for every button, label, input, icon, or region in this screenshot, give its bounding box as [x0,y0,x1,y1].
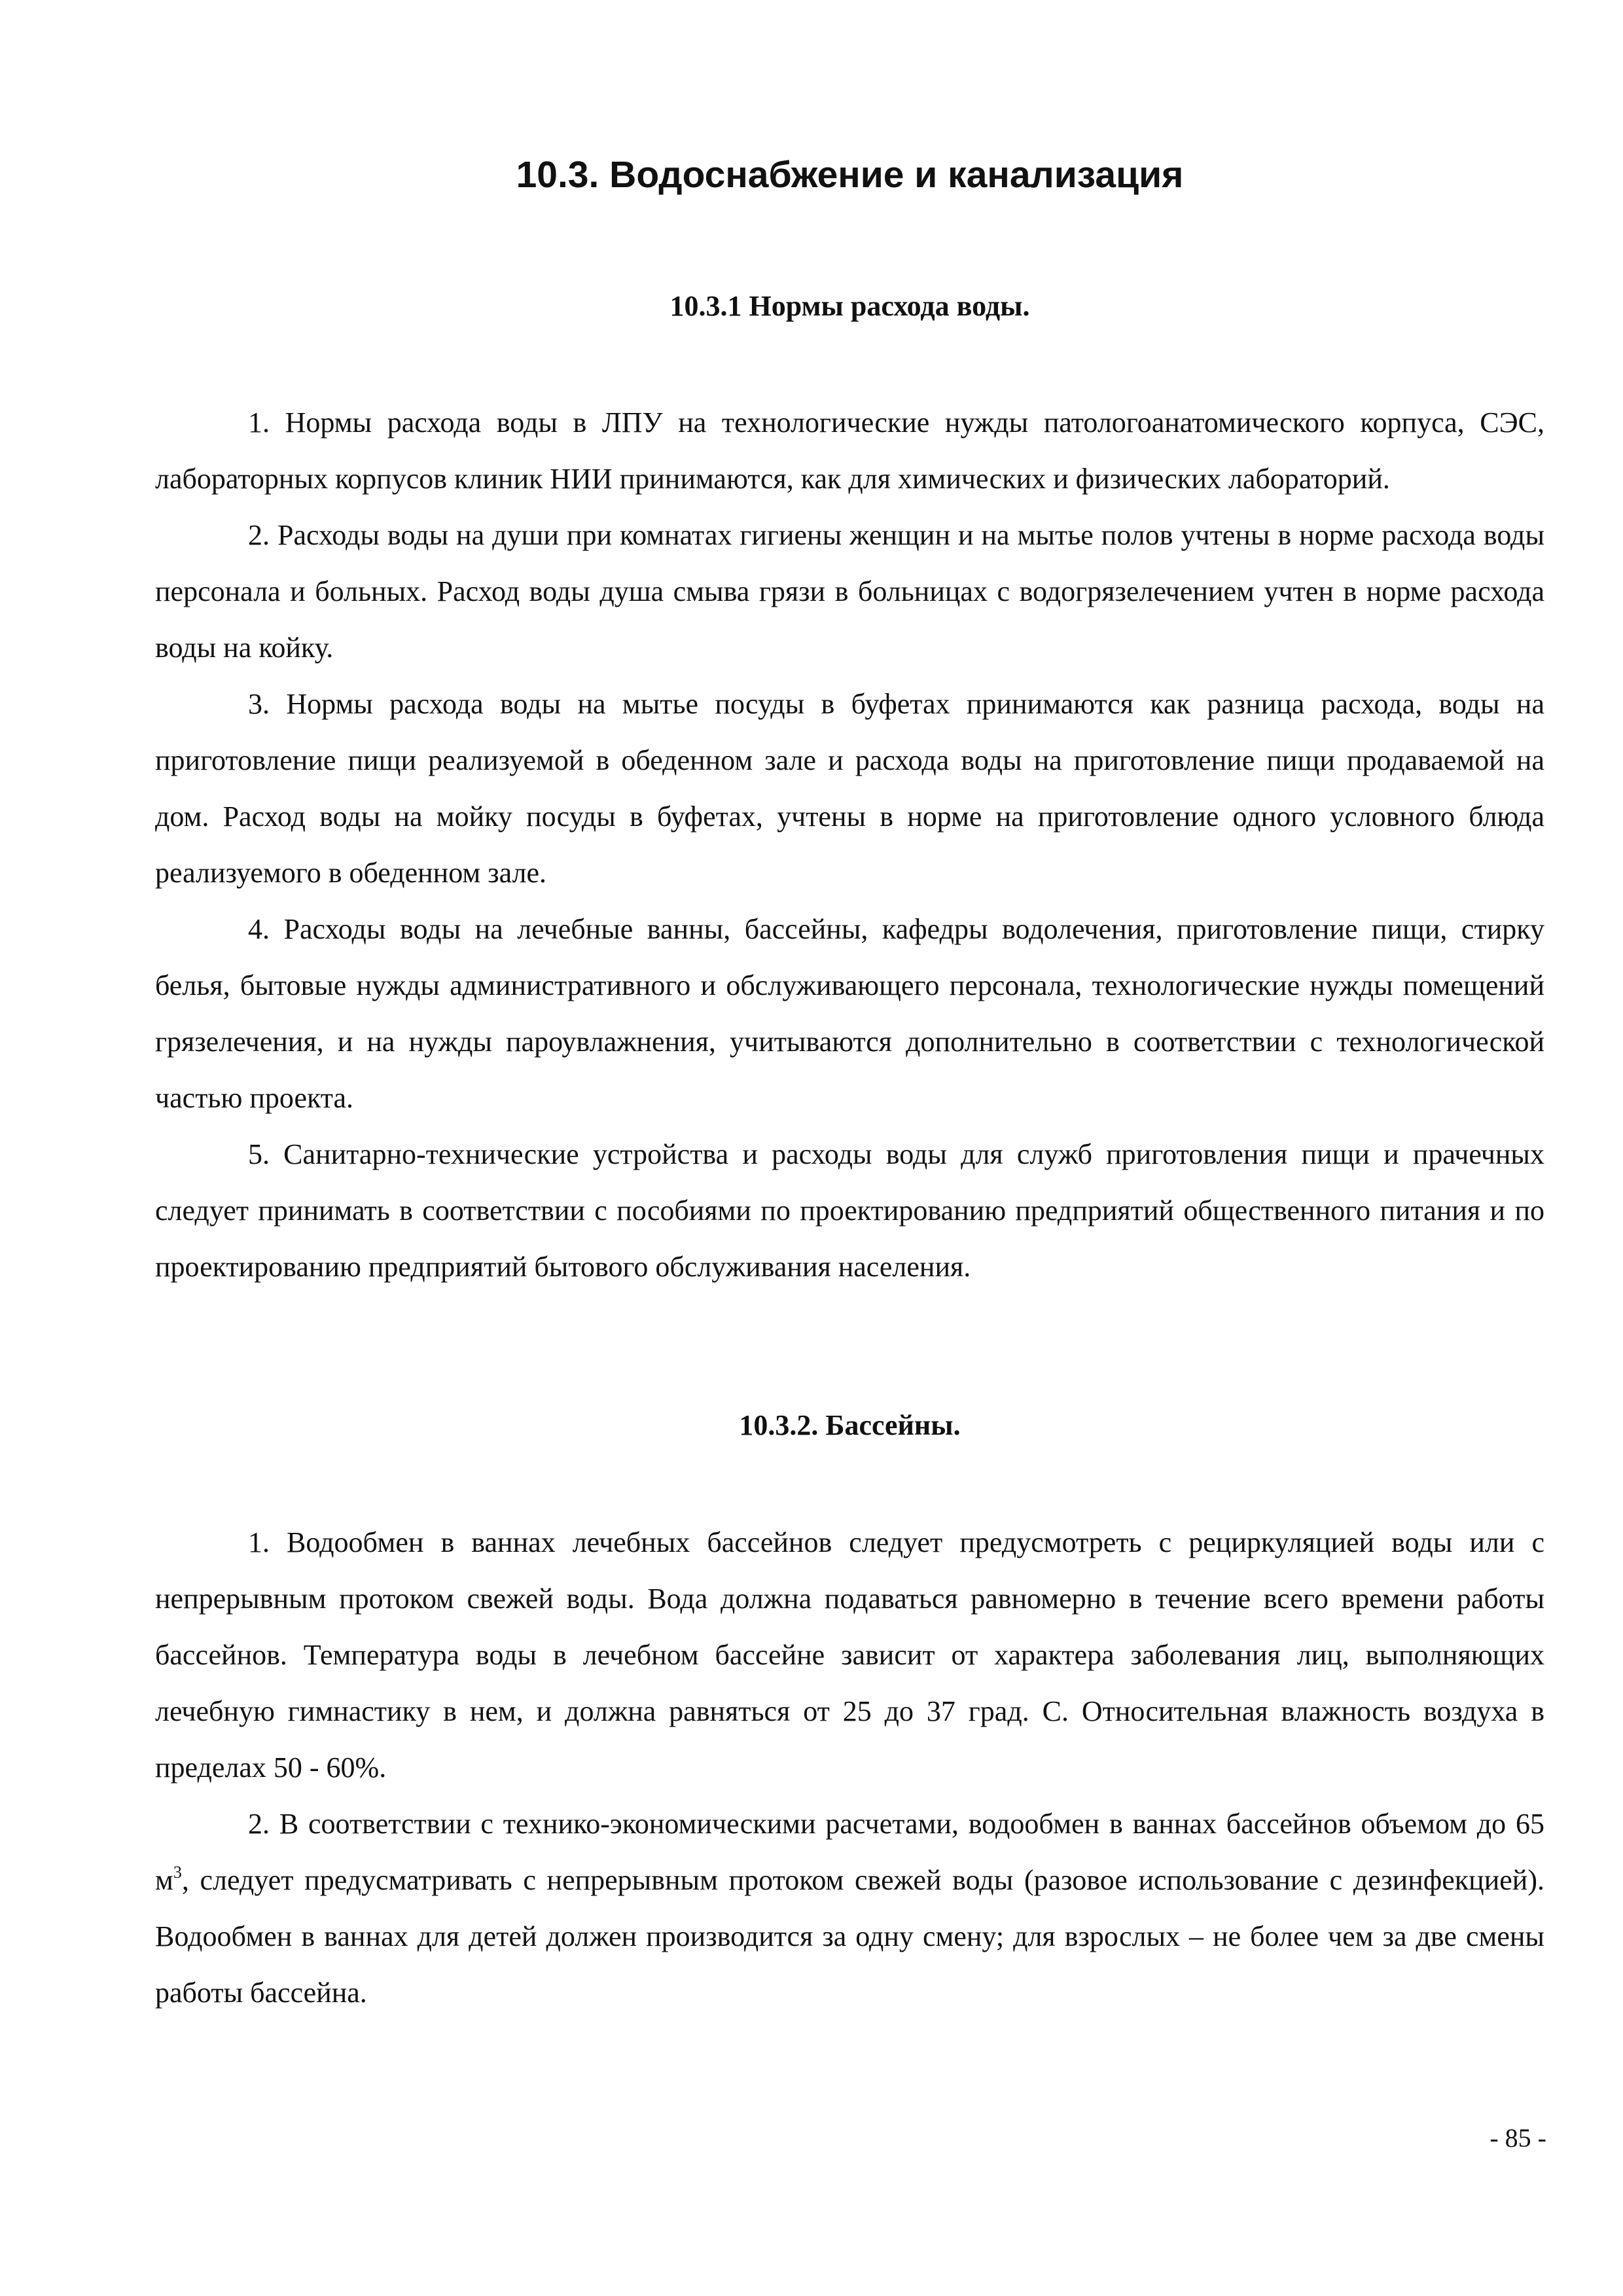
paragraph-text-part: 2. В соответствии с технико-экономическими расчетами, водообмен в ваннах бассейнов объемом до 65 м [155,1808,1544,1896]
section-pools [155,1515,1544,2021]
section-heading-pools: 10.3.2. Бассейны. [739,1409,961,1441]
page-number: - 85 - [1489,2123,1546,2153]
paragraph: 2. Расходы воды на души при комнатах гигиены женщин и на мытье полов учтены в норме расхода воды персонала и больных. Расход воды душа смыва грязи в больницах с водогрязелечением учтен в норме расхода воды на койку. [155,519,1544,664]
paragraph-text-part: , следует предусматривать с непрерывным протоком свежей воды (разовое использование с дезинфекцией). Водообмен в ваннах для детей должен производится за одну смену; для взрослых – не более чем за две смены работы бассейна. [155,1864,1544,2009]
superscript-unit: 3 [173,1863,182,1882]
paragraph: 4. Расходы воды на лечебные ванны, бассейны, кафедры водолечения, приготовление пищи, стирку белья, бытовые нужды административного и обслуживающего персонала, технологические нужды помещений грязелечения, и на нужды пароувлажнения, учитываются дополнительно в соответствии с технологической частью проекта. [155,913,1544,1114]
paragraph-with-superscript [155,1796,1544,2021]
paragraph: 1. Нормы расхода воды в ЛПУ на технологические нужды патологоанатомического корпуса, СЭС, лабораторных корпусов клиник НИИ принимаются, как для химических и физических лабораторий. [155,406,1544,495]
paragraph: 5. Санитарно-технические устройства и расходы воды для служб приготовления пищи и прачечных следует принимать в соответствии с пособиями по проектированию предприятий общественного питания и по проектированию предприятий бытового обслуживания населения. [155,1138,1544,1283]
paragraph: 1. Водообмен в ваннах лечебных бассейнов следует предусмотреть с рециркуляцией воды или с непрерывным протоком свежей воды. Вода должна подаваться равномерно в течение всего времени работы бассейнов. Температура воды в лечебном бассейне зависит от характера заболевания лиц, выполняющих лечебную гимнастику в нем, и должна равняться от 25 до 37 град. С. Относительная влажность воздуха в пределах 50 - 60%. [155,1526,1544,1784]
section-heading-water-norms: 10.3.1 Нормы расхода воды. [669,290,1030,322]
section-water-norms [155,395,1544,1295]
paragraph: 3. Нормы расхода воды на мытье посуды в буфетах принимаются как разница расхода, воды на приготовление пищи реализуемой в обеденном зале и расхода воды на приготовление пищи продаваемой на дом. Расход воды на мойку посуды в буфетах, учтены в норме на приготовление одного условного блюда реализуемого в обеденном зале. [155,688,1544,889]
document-title: 10.3. Водоснабжение и канализация [516,154,1184,196]
